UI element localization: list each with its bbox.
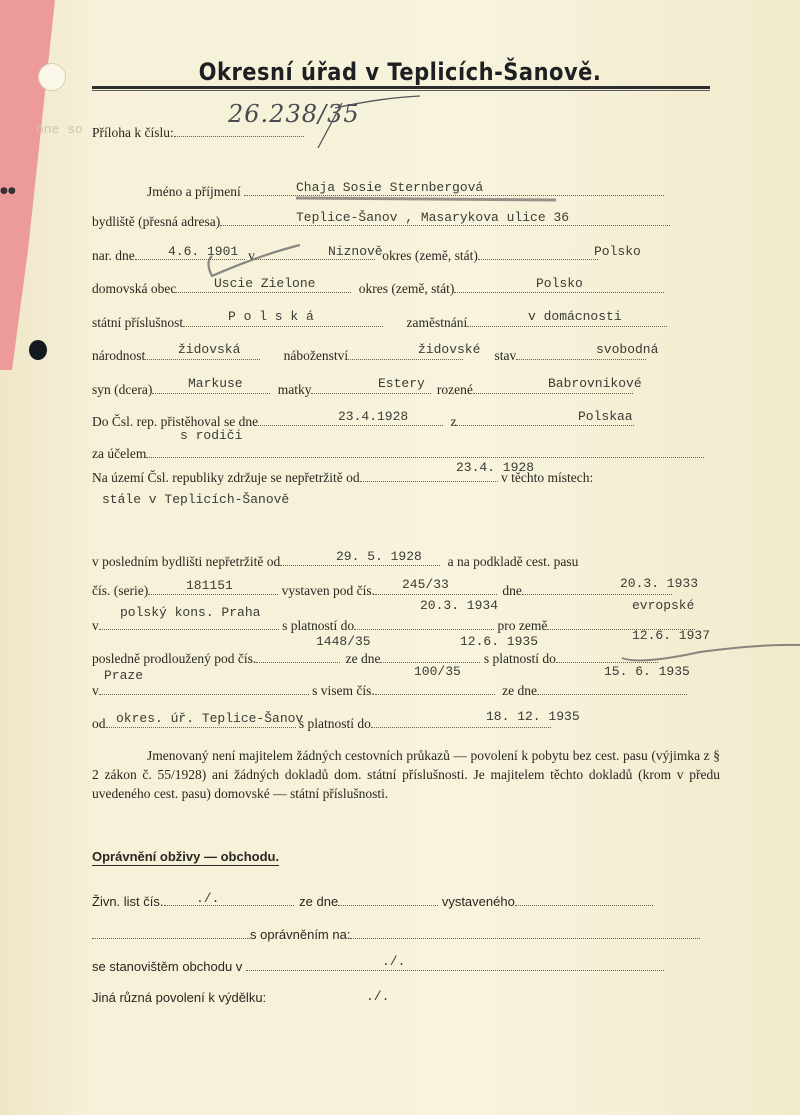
countries-label: pro země	[497, 618, 548, 633]
maiden-value: Babrovnikové	[548, 376, 642, 391]
issued-at-label: v	[92, 618, 99, 633]
other-permits-label: Jiná různá povolení k výdělku:	[92, 990, 267, 1005]
issued-date-value: 20.3. 1933	[620, 576, 699, 591]
birth-date-label: nar. dne	[92, 248, 135, 263]
statement-paragraph: Jmenovaný není majitelem žádných cestovních průkazů — povolení k pobytu bez cest. pasu (výjimka z § 2 zákon č. 55/1928) ani žádných dokladů dom. státní příslušnosti. Je majitelem těchto dokladů (krom v předu uvedeného cest. pasu) domovské — státní příslušnosti.	[92, 748, 720, 801]
home-municipality-value: Uscie Zielone	[214, 276, 316, 291]
birth-check-stroke	[209, 245, 301, 276]
series-value: 181151	[186, 578, 233, 593]
home-district-value: Polsko	[536, 276, 583, 291]
mother-label: matky	[277, 382, 312, 397]
licence-label: Živn. list čís.	[92, 894, 164, 909]
visa-from-label: od	[92, 716, 106, 731]
visa-valid-label: s platností do	[298, 716, 371, 731]
visa-date-value: 15. 6. 1935	[604, 664, 690, 679]
visa-place-label: v	[92, 683, 99, 698]
citizenship-label: státní příslušnost	[92, 315, 184, 330]
attachment-label: Příloha k číslu:	[92, 125, 174, 140]
valid-until-label: s platností do	[282, 618, 355, 633]
status-label: stav	[494, 348, 517, 363]
issued-date-label: dne	[502, 583, 522, 598]
extended-valid-value: 12.6. 1937	[632, 628, 711, 643]
licence-value: ./.	[196, 891, 220, 906]
series-label: čís. (serie)	[92, 583, 149, 598]
home-municipality-label: domovská obec	[92, 281, 177, 296]
places-value: stále v Teplicích-Šanově	[102, 492, 290, 507]
issued-at-value: polský kons. Praha	[120, 605, 261, 620]
trade-section-title: Oprávnění obživy — obchodu.	[92, 849, 280, 864]
father-label: syn (dcera)	[92, 382, 153, 397]
location-label: se stanovištěm obchodu v	[92, 959, 243, 974]
visa-valid-value: 18. 12. 1935	[486, 709, 580, 724]
from-label: z	[450, 414, 457, 429]
visa-from-value: okres. úř. Teplice-Šanov	[116, 711, 304, 726]
visa-no-value: 100/35	[414, 664, 461, 679]
attachment-number: 26.238/35	[228, 100, 360, 128]
basis-label: a na podkladě cest. pasu	[447, 554, 579, 569]
from-value: Polskaa	[578, 409, 633, 424]
attachment-slash-stroke	[318, 96, 420, 148]
issued-no-label: vystaven pod čís.	[281, 583, 375, 598]
issued-no-value: 245/33	[402, 577, 449, 592]
visa-no-label: s visem čís.	[312, 683, 375, 698]
arrival-date-value: 23.4.1928	[338, 409, 409, 424]
validity-swoosh-stroke	[622, 645, 800, 661]
pink-sheet-mark: ●●	[0, 186, 16, 196]
nationality-value: židovská	[178, 342, 241, 357]
extended-date-label: ze dne	[345, 651, 381, 666]
extended-date-value: 12.6. 1935	[460, 634, 539, 649]
bleed-through-text: one so	[36, 122, 83, 137]
licence-date-label: ze dne	[299, 894, 339, 909]
places-label: v těchto místech:	[501, 470, 594, 485]
status-value: svobodná	[596, 342, 659, 357]
valid-until-value: 20.3. 1934	[420, 598, 499, 613]
other-permits-value: ./.	[366, 989, 390, 1004]
authorization-label: s oprávněním na:	[250, 927, 351, 942]
religion-value: židovské	[418, 342, 481, 357]
countries-value: evropské	[632, 598, 695, 613]
location-value: ./.	[382, 954, 406, 969]
name-value: Chaja Sosie Sternbergová	[296, 180, 484, 195]
visa-place-value: Praze	[104, 668, 144, 683]
name-label: Jméno a příjmení	[147, 184, 241, 199]
occupation-label: zaměstnání	[406, 315, 468, 330]
extended-valid-label: s platností do	[483, 651, 556, 666]
nationality-label: národnost	[92, 348, 146, 363]
address-value: Teplice-Šanov , Masarykova ulice 36	[296, 210, 570, 225]
religion-label: náboženství	[283, 348, 349, 363]
maiden-label: rozené	[436, 382, 473, 397]
licence-issued-label: vystaveného	[441, 894, 515, 909]
purpose-label: za účelem	[92, 446, 147, 461]
birth-district-label: okres (země, stát)	[382, 248, 478, 263]
arrival-label: Do Čsl. rep. přistěhoval se dne	[92, 414, 259, 429]
residing-label: Na území Čsl. republiky zdržuje se nepřetržitě od	[92, 470, 360, 485]
office-title: Okresní úřad v Teplicích-Šanově.	[198, 58, 602, 86]
citizenship-value: P o l s k á	[228, 309, 314, 324]
last-residence-label: v posledním bydlišti nepřetržitě od	[92, 554, 281, 569]
visa-date-label: ze dne	[502, 683, 537, 698]
occupation-value: v domácnosti	[528, 309, 622, 324]
purpose-value: s rodiči	[180, 428, 243, 443]
birth-date-value: 4.6. 1901	[168, 244, 239, 259]
birth-place-label: v	[248, 248, 255, 263]
address-label: bydliště (přesná adresa)	[92, 214, 221, 229]
last-residence-value: 29. 5. 1928	[336, 549, 422, 564]
birth-place-value: Niznově	[328, 244, 383, 259]
extended-no-value: 1448/35	[316, 634, 371, 649]
extended-label: posledně prodloužený pod čís.	[92, 651, 257, 666]
residing-since-value: 23.4. 1928	[456, 460, 535, 475]
father-value: Markuse	[188, 376, 243, 391]
birth-district-value: Polsko	[594, 244, 641, 259]
name-underline-stroke	[296, 198, 556, 200]
mother-value: Estery	[378, 376, 425, 391]
home-district-label: okres (země, stát)	[358, 281, 455, 296]
